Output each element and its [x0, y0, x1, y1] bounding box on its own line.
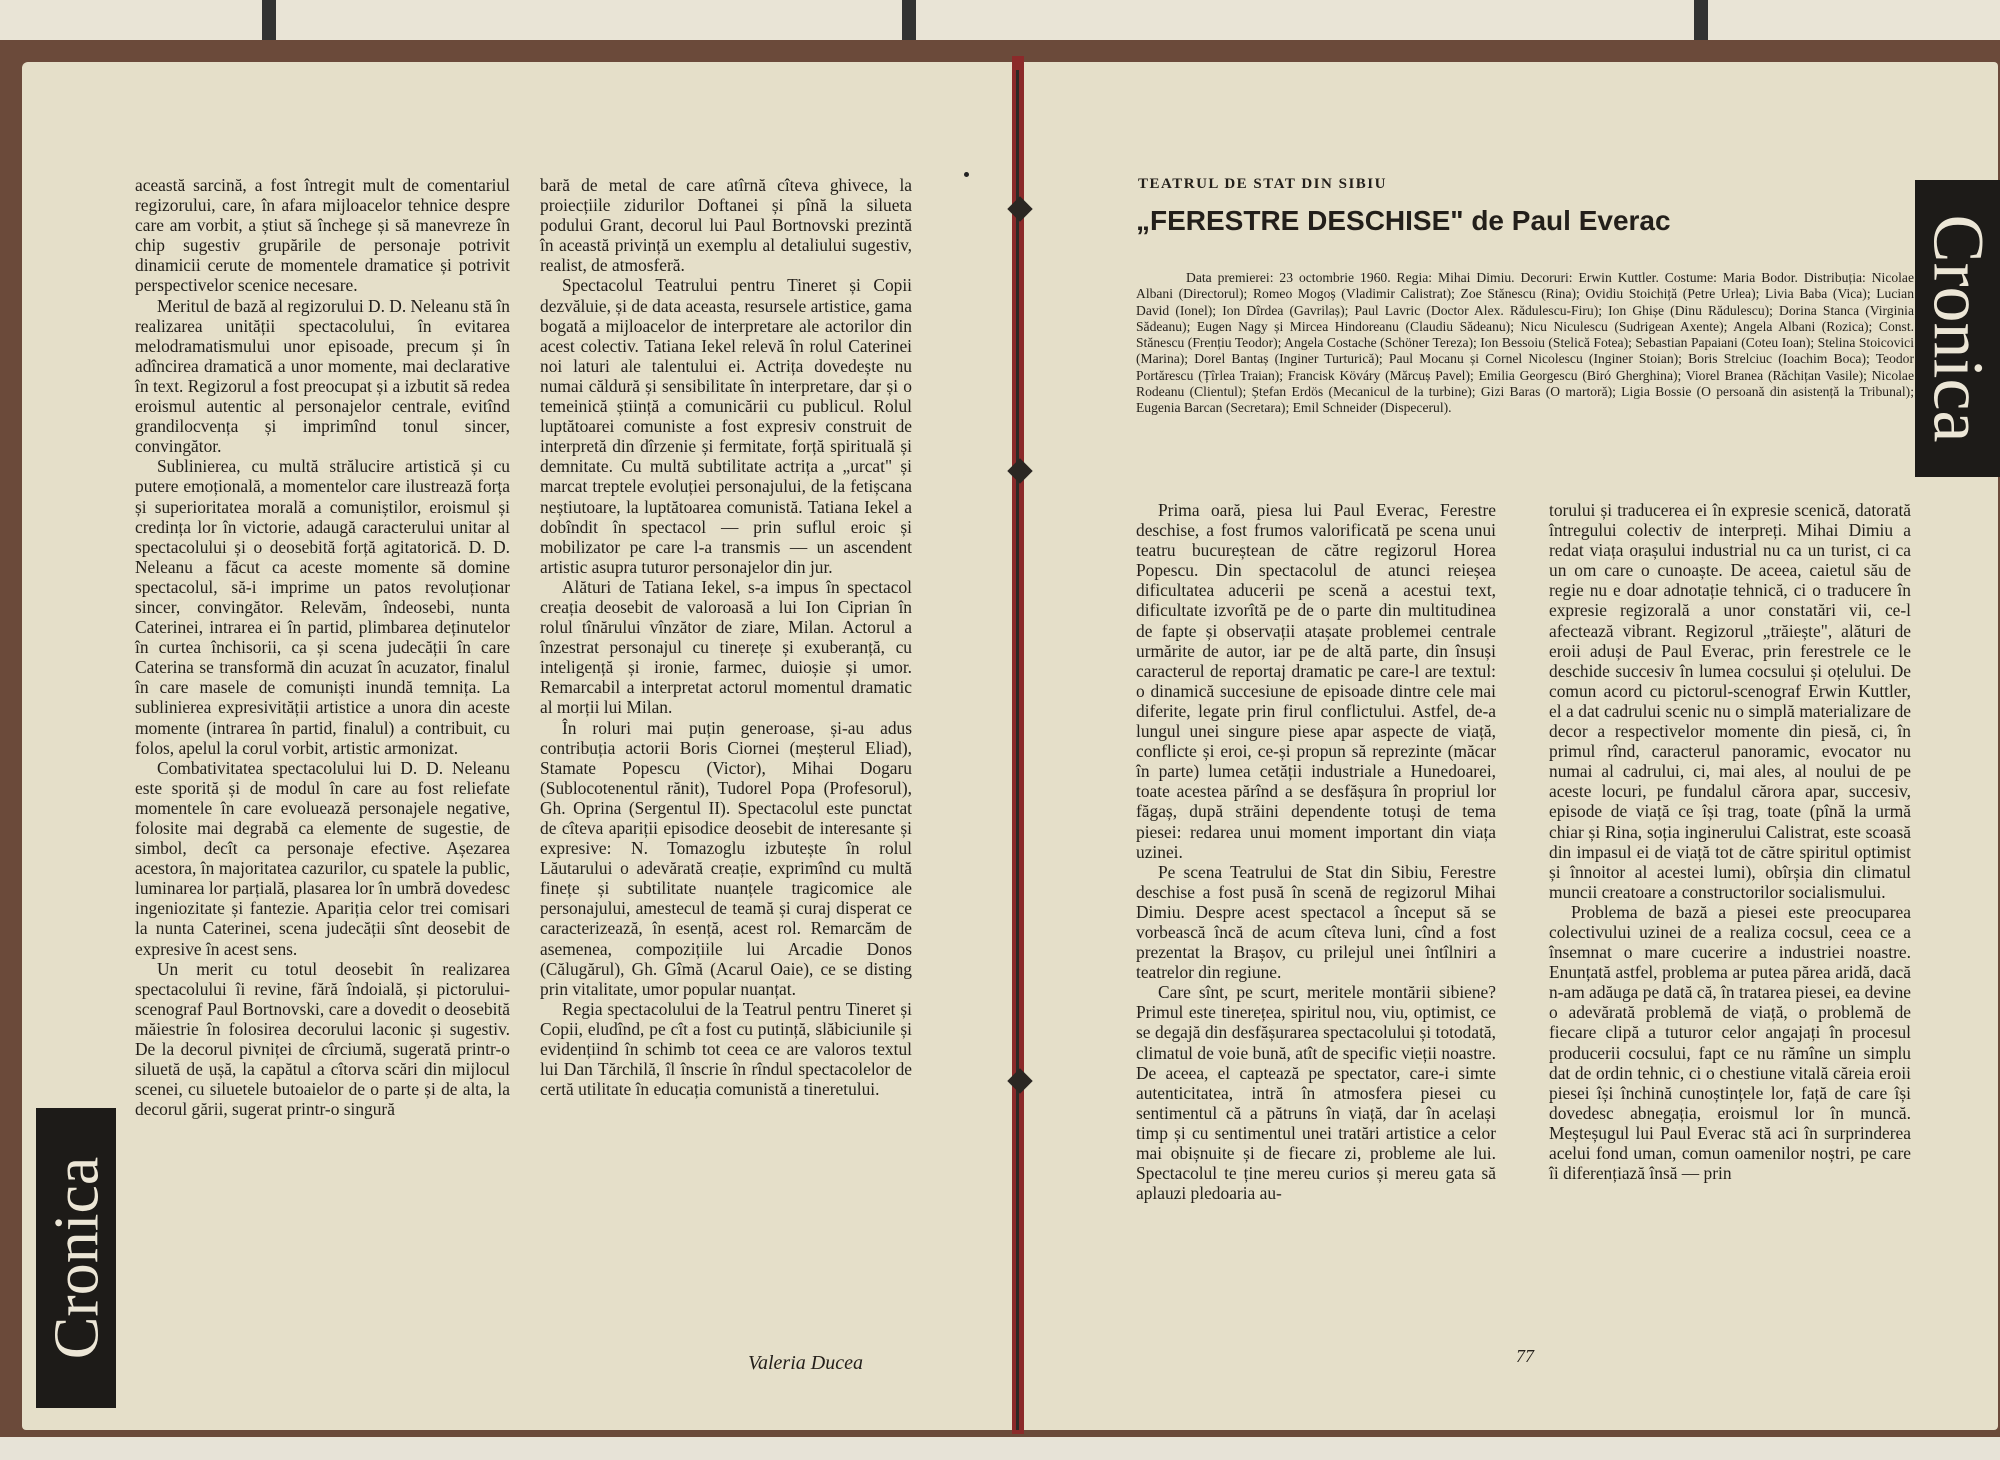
paragraph: Care sînt, pe scurt, meritele montării sibiene? Primul este tinerețea, spiritul nou, viu, optimist, ce se degajă din desfășurarea spectacolului și totodată, climatul de voie bună, atît de specific vieții noastre. De aceea, el captează pe spectator, care-i simte autenticitatea, intră în atmosfera piesei cu sentimentul că a pătruns în viață, dar în același timp și cu sentimentul unei tratări artistice a celor mai obișnuite și de fiecare zi, probleme ale lui. Spectacolul te ține mereu curios și mereu gata să aplauzi pledoaria au- — [1136, 982, 1496, 1204]
binder-cover-bottom — [0, 1437, 2000, 1460]
paragraph: Sublinierea, cu multă strălucire artistică și cu putere emoțională, a momentelor care ilustrează forța și superioritatea morală a comuniștilor, eroismul și credința lor în victorie, adaugă caracterului unitar al spectacolului și o deosebită forță agitatorică. D. D. Neleanu a făcut ca aceste momente să domine spectacolul, să-i imprime un patos revoluționar sincer, convingător. Relevăm, îndeosebi, nunta Caterinei, intrarea ei în partid, plimbarea deținutelor în curtea închisorii, ca și scena judecății în care Caterina se transformă din acuzat în acuzator, finalul în care masele de comuniști inundă temnița. La sublinierea expresivității artistice a unora din aceste momente (intrarea în partid, finalul) a contribuit, cu folos, apelul la corul vorbit, artistic armonizat. — [135, 456, 510, 758]
cover-gap — [902, 0, 916, 40]
paragraph: Spectacolul Teatrului pentru Tineret și Copii dezvăluie, și de data aceasta, resursele artistice, gama bogată a mijloacelor de interpretare ale actorilor din acest colectiv. Tatiana Iekel relevă în rolul Caterinei noi laturi ale talentului ei. Actrița dovedește nu numai căldură și sensibilitate în interpretare, dar și o temeinică știință a comunicării cu publicul. Rolul luptătoarei comuniste a fost expresiv construit de interpretă din dîrzenie și fermitate, forță spirituală și demnitate. Cu multă subtilitate actrița a „urcat" și marcat treptele evoluției personajului, de la fetișcana neștiutoare, la luptătoarea comunistă. Tatiana Iekel a dobîndit în spectacol — prin suflul eroic și mobilizator pe care l-a transmis — un ascendent artistic asupra tuturor personajelor din jur. — [540, 275, 912, 577]
paragraph: Prima oară, piesa lui Paul Everac, Ferestre deschise, a fost frumos valorificată pe scena unui teatru bucureștean de către regizorul Horea Popescu. Din spectacolul de atunci reieșea dificultatea aducerii pe scenă a acestui text, dificultate izvorîtă pe de o parte din multitudinea de fapte și observații atașate problemei centrale urmărite de autor, iar pe de altă parte, din însuși caracterul de reportaj dramatic pe care-l are textul: o dinamică succesiune de episoade dintre cele mai diferite, legate prin firul conflictului. Astfel, de-a lungul unei singure piese apar aspecte de viață, conflicte și eroi, ce-și propun să reprezinte (măcar în parte) lumea cetății industriale a Hunedoarei, toate acestea părînd a se desfășura în propriul lor făgaș, după străini dependente totuși de tema piesei: redarea unui moment important din viața uzinei. — [1136, 500, 1496, 862]
section-label: TEATRUL DE STAT DIN SIBIU — [1138, 176, 1387, 192]
paragraph: Pe scena Teatrului de Stat din Sibiu, Ferestre deschise a fost pusă în scenă de regizorul Mihai Dimiu. Despre acest spectacol a început să se vorbească încă de acum cîteva luni, cînd a fost prezentat la Brașov, cu prilejul unei întîlniri a teatrelor din regiune. — [1136, 861, 1496, 983]
cover-gap — [1694, 0, 1708, 40]
left-column-1 — [135, 175, 510, 1119]
paragraph: Combativitatea spectacolului lui D. D. Neleanu este sporită și de modul în care au fost reliefate momentele în care evoluează personajele negative, folosite mai degrabă ca elemente de sugestie, de simbol, decît ca personaje efective. Așezarea acestora, în majoritatea cazurilor, cu spatele la public, luminarea lor parțială, plasarea lor în umbră dovedesc ingeniozitate și fantezie. Apariția celor trei comisari la nunta Caterinei, scena judecății sînt deosebit de expresive în acest sens. — [135, 757, 510, 959]
binder-cover-top — [0, 0, 2000, 40]
paragraph: această sarcină, a fost întregit mult de comentariul regizorului, care, în afara mijloacelor tehnice despre care am vorbit, a știut să închege și să manevreze în chip sugestiv grupările de personaje potrivit dinamicii cerute de momentele dramatice și potrivit perspectivelor scenice necesare. — [135, 175, 510, 296]
left-column-2 — [540, 175, 912, 1099]
paragraph: bară de metal de care atîrnă cîteva ghivece, la proiecțiile zidurilor Doftanei și pînă la silueta podului Grant, decorul lui Paul Bortnovski prezintă în această privință un exemplu al detaliului sugestiv, realist, de atmosferă. — [540, 175, 912, 276]
print-dot — [964, 172, 969, 177]
left-page — [22, 62, 1012, 1430]
section-tab-left — [36, 1108, 116, 1408]
page-number: 77 — [1516, 1346, 1534, 1366]
right-column-1 — [1136, 500, 1496, 1203]
paragraph: Un merit cu totul deosebit în realizarea spectacolului îi revine, fără îndoială, și pictorului-scenograf Paul Bortnovski, care a dovedit o deosebită măiestrie în folosirea decorului laconic și sugestiv. De la decorul pivniței de cîrciumă, sugerată printr-o siluetă de ușă, la capătul a cîtorva scări din mijlocul scenei, cu siluetele butoaielor de o parte și de alta, la decorul gării, sugerat printr-o singură — [135, 958, 510, 1120]
paragraph: Regia spectacolului de la Teatrul pentru Tineret și Copii, eludînd, pe cît a fost cu putință, slăbiciunile și evidențiind în schimb tot ceea ce are valoros textul lui Dan Tărchilă, îl înscrie în rîndul spectacolelor de certă utilitate în educația comunistă a tineretului. — [540, 998, 912, 1100]
paragraph: Alături de Tatiana Iekel, s-a impus în spectacol creația deosebit de valoroasă a lui Ion Ciprian în rolul tînărului vînzător de ziare, Milan. Actorul a înzestrat personajul cu tinerețe și exuberanță, cu inteligență și ironie, farmec, duioșie și umor. Remarcabil a interpretat actorul momentul dramatic al morții lui Milan. — [540, 576, 912, 718]
section-tab-label: Cronica — [40, 1156, 111, 1360]
section-tab-right — [1915, 180, 2000, 477]
spine-line — [1016, 70, 1019, 1430]
play-title: „FERESTRE DESCHISE" de Paul Everac — [1136, 205, 1671, 236]
credits-block: Data premierei: 23 octombrie 1960. Regia: Mihai Dimiu. Decoruri: Erwin Kuttler. Costume: Maria Bodor. Distribuția: Nicolae Albani (Directorul); Romeo Mogoș (Vladimir Calistrat); Zoe Stănescu (Rina); Ovidiu Stoichiță (Petre Urlea); Livia Baba (Vica); Lucian David (Ionel); Ion Dîrdea (Gavrilaș); Paul Lavric (Doctor Alex. Rădulescu-Firu); Ion Ghișe (Dinu Rădulescu); Dorina Stanca (Virginia Sădeanu); Eugen Nagy și Mircea Hindoreanu (Claudiu Sădeanu); Nicu Niculescu (Sudrigean Axente); Angela Albani (Rozica); Const. Stănescu (Frențiu Teodor); Angela Costache (Schöner Tereza); Ion Bessoiu (Stelică Fotea); Sebastian Papaiani (Coteu Ioan); Stelina Stoicovici (Marina); Dorel Bantaș (Inginer Turturică); Paul Mocanu și Cornel Nicolescu (Inginer Stoian); Boris Strelciuc (Ioachim Boca); Teodor Portărescu (Țîrlea Traian); Francisk Köváry (Mărcuș Pavel); Emilia Georgescu (Biró Gherghina); Viorel Branea (Răchițan Vasile); Nicolae Rodeanu (Clientul); Ștefan Erdös (Mecanicul de la turbine); Gizi Baras (O martoră); Ligia Bossie (O persoană din asistență la Tribunal); Eugenia Barcan (Secretara); Emil Schneider (Dispecerul). — [1136, 270, 1914, 416]
paragraph: Meritul de bază al regizorului D. D. Neleanu stă în realizarea unității spectacolului, în evitarea melodramatismului unor episoade, precum și în adîncirea dramatică a unor momente, mai declarative în text. Regizorul a fost preocupat și a izbutit să redea eroismul autentic al personajelor centrale, evitînd grandilocvența și imprimînd tonul sincer, convingător. — [135, 295, 511, 457]
author-signature: Valeria Ducea — [748, 1352, 863, 1374]
cover-gap — [262, 0, 276, 40]
section-tab-label: Cronica — [1918, 214, 1999, 443]
paragraph: torului și traducerea ei în expresie scenică, datorată întregului colectiv de interpreți. Mihai Dimiu a redat viața orașului industrial nu ca un turist, ci ca un om care o cunoaște. De aceea, caietul său de regie nu e doar adnotație tehnică, ci o traducere în expresie regizorală a unor constatări vii, ce-l afectează vibrant. Regizorul „trăiește", alături de eroii aduși de Paul Everac, prin ferestrele ce le deschide succesiv în lumea cocsului și oțelului. De comun acord cu pictorul-scenograf Erwin Kuttler, el a dat cadrului scenic nu o simplă materializare de decor a respectivelor momente din piesă, ci, în primul rînd, caracterul panoramic, evocator nu numai al cadrului, ci, mai ales, al noului de pe aceste locuri, pe fundalul cărora apar, succesiv, episode de viață ce își trag, toate (pînă la urmă chiar și Rina, soția inginerului Calistrat, este scoasă din impasul ei de viață tot de către spiritul optimist și înnoitor al acestei lumi), obîrșia din climatul muncii creatoare a constructorilor socialismului. — [1549, 500, 1911, 902]
paragraph: Problema de bază a piesei este preocuparea colectivului uzinei de a realiza cocsul, ceea ce a însemnat o mare cucerire a industriei noastre. Enunțată astfel, problema ar putea părea aridă, dacă n-am adăuga pe dată că, în tratarea piesei, ea devine o adevărată problemă de viață, o problemă de fiecare clipă a tuturor celor angajați în procesul producerii cocsului, fapt ce nu rămîne un simplu dat de ordin tehnic, ci o chestiune vitală căreia eroii piesei își închină cunoștințele lor, față de care își dovedesc abnegația, eroismul lor în muncă. Meșteșugul lui Paul Everac stă aci în surprinderea acelui fond uman, comun oamenilor noștri, pe care îi diferențiază însă — prin — [1549, 901, 1911, 1184]
right-column-2 — [1549, 500, 1911, 1183]
paragraph: În roluri mai puțin generoase, și-au adus contribuția actorii Boris Ciornei (meșterul Eliad), Stamate Popescu (Victor), Mihai Dogaru (Sublocotenentul rănit), Tudorel Popa (Profesorul), Gh. Oprina (Sergentul II). Spectacolul este punctat de cîteva apariții episodice deosebit de interesante și expresive: N. Tomazoglu izbutește în rolul Lăutarului o adevărată creație, exprimînd cu multă finețe și subtilitate nuanțele tragicomice ale personajului, amestecul de teamă și curaj disperat ce caracterizează, în esență, acest rol. Remarcăm de asemenea, compozițiile lui Arcadie Donos (Călugărul), Gh. Gîmă (Acarul Oaie), ce se disting prin vitalitate, umor popular nuanțat. — [540, 717, 912, 999]
